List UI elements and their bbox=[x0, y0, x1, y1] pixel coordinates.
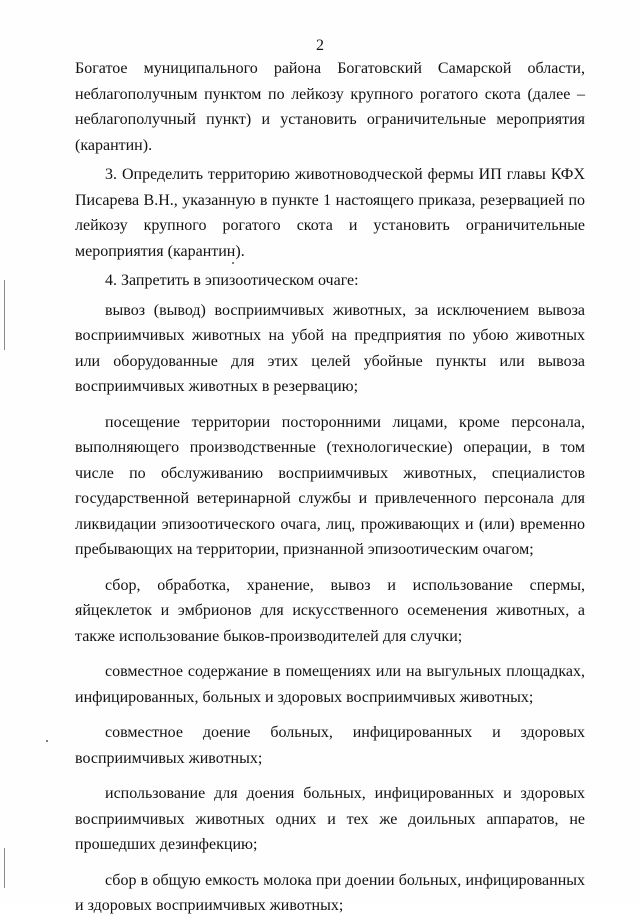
scan-speck bbox=[232, 262, 234, 264]
document-body bbox=[75, 56, 585, 919]
page-number: 2 bbox=[316, 37, 324, 54]
paragraph-prohibition-visits: посещение территории посторонними лицами, кроме персонала, выполняющего производственные (технологические) операции, в том числе по обслуживанию восприимчивых животных, специалистов государственной ветеринарной службы и привлеченного персонала для ликвидации эпизоотического очага, лиц, проживающих и (или) временно пребывающих на территории, признанной эпизоотическим очагом; bbox=[75, 413, 585, 558]
paragraph-prohibition-insemination: сбор, обработка, хранение, вывоз и использование спермы, яйцеклеток и эмбрионов для искусственного осеменения животных, а также использование быков-производителей для случки; bbox=[75, 576, 585, 645]
paragraph-prohibition-joint-keeping: совместное содержание в помещениях или на выгульных площадках, инфицированных, больных и здоровых восприимчивых животных; bbox=[75, 663, 585, 706]
paragraph-continuation: Богатое муниципального района Богатовский Самарской области, неблагополучным пунктом по лейкозу крупного рогатого скота (далее – неблагополучный пункт) и установить ограничительные мероприятия (карантин). bbox=[75, 60, 585, 154]
paragraph-item-4-heading: 4. Запретить в эпизоотическом очаге: bbox=[105, 272, 359, 289]
scan-edge-line bbox=[4, 848, 5, 888]
paragraph-prohibition-joint-milking: совместное доение больных, инфицированных и здоровых восприимчивых животных; bbox=[75, 724, 585, 767]
scan-edge-line bbox=[4, 280, 5, 350]
scan-speck bbox=[46, 740, 48, 742]
paragraph-item-3: 3. Определить территорию животноводческой фермы ИП главы КФХ Писарева В.Н., указанную в пункте 1 настоящего приказа, резервацией по лейкозу крупного рогатого скота и установить ограничительные мероприятия (карантин). bbox=[75, 166, 585, 260]
paragraph-prohibition-export: вывоз (вывод) восприимчивых животных, за исключением вывоза восприимчивых животных на убой на предприятия по убою животных или оборудованные для этих целей убойные пункты или вывоза восприимчивых животных в резервацию; bbox=[75, 301, 585, 395]
paragraph-prohibition-shared-equipment: использование для доения больных, инфицированных и здоровых восприимчивых животных одних и тех же доильных аппаратов, не прошедших дезинфекцию; bbox=[75, 785, 585, 853]
paragraph-prohibition-milk-collection: сбор в общую емкость молока при доении больных, инфицированных и здоровых восприимчивых животных; bbox=[75, 871, 585, 914]
